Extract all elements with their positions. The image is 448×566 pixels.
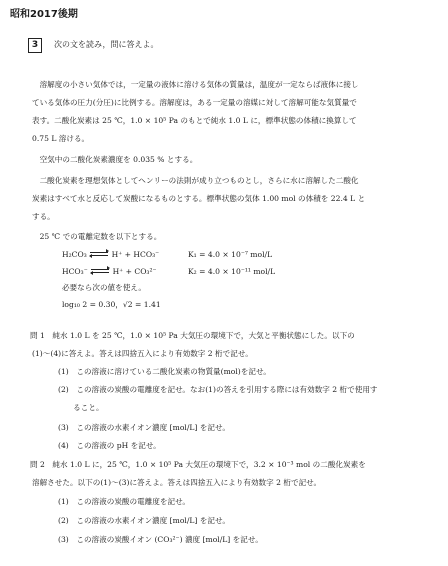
q1-text: 問 1 純水 1.0 L を 25 ℃，1.0 × 10⁵ Pa 大気圧の環境下で，大気と平衡状態にした。以下の <box>30 331 355 340</box>
equilibrium-2 <box>62 267 157 276</box>
equilibrium-arrow-icon <box>89 250 109 258</box>
equilibrium-arrow-icon <box>90 267 110 275</box>
equilibrium-right: H⁺ + CO₃²⁻ <box>112 267 157 276</box>
q1-text: (1)〜(4)に答えよ。答えは四捨五入により有効数字 2 桁で記せ。 <box>32 349 253 358</box>
equilibrium-left: HCO₃⁻ <box>62 267 88 276</box>
equilibrium-right: H⁺ + HCO₃⁻ <box>111 250 160 259</box>
q2-text: 溶解させた。以下の(1)〜(3)に答えよ。答えは四捨五入により有効数字 2 桁で記せ。 <box>32 478 322 487</box>
paragraph-line: 表す。二酸化炭素は 25 ℃，1.0 × 10⁵ Pa のもとで純水 1.0 L に，標準状態の体積に換算して <box>32 116 357 125</box>
q2-item: (1) この溶液の炭酸の電離度を記せ。 <box>58 497 191 506</box>
q2-item: (2) この溶液の水素イオン濃度 [mol/L] を記せ。 <box>58 516 230 525</box>
q1-item: (3) この溶液の水素イオン濃度 [mol/L] を記せ。 <box>58 423 230 432</box>
q1-item: (2) この溶液の炭酸の電離度を記せ。なお(1)の答えを引用する際には有効数字 2 桁で使用す <box>58 385 378 394</box>
paragraph-line: 25 ℃ での電離定数を以下とする。 <box>32 232 162 241</box>
paragraph-line: ている気体の圧力(分圧)に比例する。溶解度は，ある一定量の溶媒に対して溶解可能な気質量で <box>32 98 357 107</box>
question-instruction: 次の文を読み，問に答えよ。 <box>54 40 159 49</box>
q1-item: (1) この溶液に溶けている二酸化炭素の物質量(mol)を記せ。 <box>58 367 271 376</box>
q1-item: ること。 <box>58 403 104 412</box>
paragraph-line: 0.75 L 溶ける。 <box>32 134 90 143</box>
values-intro: 必要なら次の値を使え。 <box>62 283 146 292</box>
equilibrium-left: H₂CO₃ <box>62 250 87 259</box>
q2-item: (3) この溶液の炭酸イオン (CO₃²⁻) 濃度 [mol/L] を記せ。 <box>58 535 263 544</box>
paragraph-line: する。 <box>32 212 55 221</box>
dissociation-constant-1: K₁ = 4.0 × 10⁻⁷ mol/L <box>188 250 273 259</box>
paragraph-line: 空気中の二酸化炭素濃度を 0.035 % とする。 <box>32 155 198 164</box>
exam-header: 昭和2017後期 <box>10 9 78 20</box>
equilibrium-1 <box>62 250 159 259</box>
paragraph-line: 二酸化炭素を理想気体としてヘンリーの法則が成り立つものとし，さらに水に溶解した二酸化 <box>32 176 359 185</box>
given-values: log₁₀ 2 = 0.30，√2 = 1.41 <box>62 300 161 309</box>
paragraph-line: 溶解度の小さい気体では，一定量の液体に溶ける気体の質量は，温度が一定ならば液体に接し <box>32 80 359 89</box>
paragraph-line: 炭素はすべて水と反応して炭酸になるものとする。標準状態の気体 1.00 mol の体積を 22.4 L と <box>32 194 366 203</box>
q2-text: 問 2 純水 1.0 L に，25 ℃，1.0 × 10⁵ Pa 大気圧の環境下で，3.2 × 10⁻³ mol の二酸化炭素を <box>30 460 366 469</box>
q1-item: (4) この溶液の pH を記せ。 <box>58 441 161 450</box>
dissociation-constant-2: K₂ = 4.0 × 10⁻¹¹ mol/L <box>188 267 276 276</box>
question-number-box: 3 <box>28 38 42 53</box>
